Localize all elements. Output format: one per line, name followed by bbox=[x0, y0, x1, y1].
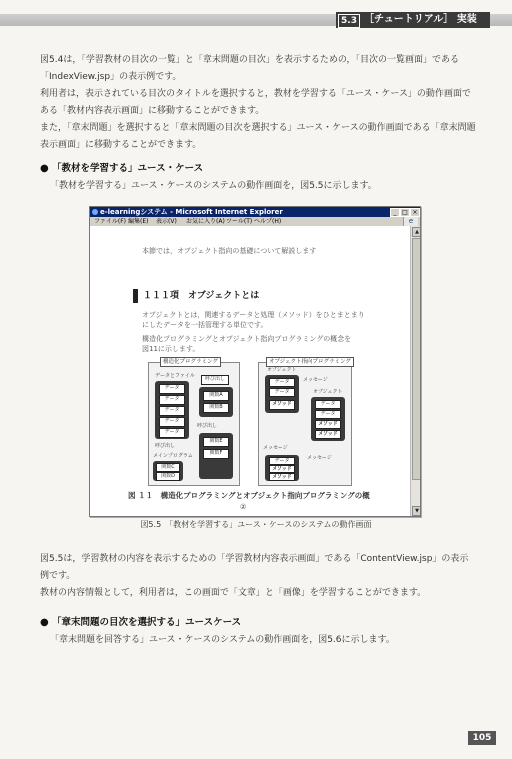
data-cell: データ bbox=[159, 417, 185, 427]
content-section-heading: １１１項 オブジェクトとは bbox=[143, 291, 260, 301]
method-cell: メソッド bbox=[269, 400, 295, 410]
intro-paragraph-2: 利用者は，表示されている目次のタイトルを選択すると，教材を学習する「ユース・ケース」の動作画面である「教材内容表示画面」に移動することができます。 bbox=[40, 89, 471, 116]
main-program-label: メインプログラム bbox=[153, 453, 193, 459]
menu-edit[interactable]: 編集(E) bbox=[128, 218, 149, 225]
call-cell: 呼び出し bbox=[201, 375, 229, 385]
data-cell: データ bbox=[159, 406, 185, 416]
inner-figure-caption: 図 １１ 構造化プログラミングとオブジェクト指向プログラミングの概 bbox=[128, 491, 370, 500]
function-cell: 関数A bbox=[203, 391, 229, 401]
object-box-1 bbox=[265, 375, 299, 413]
menu-view[interactable]: 表示(V) bbox=[156, 218, 177, 225]
data-cell: データ bbox=[159, 395, 185, 405]
section2-text: 「章末問題を回答する」ユース・ケースのシステムの動作画面を，図5.6に示します。 bbox=[50, 635, 395, 645]
data-cell: データ bbox=[159, 384, 185, 394]
bullet-icon: ● bbox=[40, 163, 49, 174]
close-button[interactable]: × bbox=[410, 208, 420, 217]
page-number: 105 bbox=[468, 731, 496, 745]
method-cell: メソッド bbox=[269, 473, 295, 481]
browser-title: e-learningシステム - Microsoft Internet Explorer bbox=[100, 208, 283, 216]
message-label-2: メッセージ bbox=[263, 445, 288, 451]
intro-paragraph-3: また，「章末問題」を選択すると「章末問題の目次を選択する」ユース・ケースの動作画面である「章末問題表示画面」に移動することができます。 bbox=[40, 123, 476, 150]
minimize-button[interactable]: _ bbox=[390, 208, 400, 217]
ie-logo-icon: e bbox=[403, 217, 418, 226]
data-cell: データ bbox=[315, 400, 341, 409]
content-body-line-1: オブジェクトとは，関連するデータと処理（メソッド）をひとまとまり bbox=[142, 311, 365, 319]
data-cell: データ bbox=[159, 428, 185, 438]
method-cell: メソッド bbox=[269, 465, 295, 473]
heading-bar bbox=[133, 289, 138, 303]
oop-label: オブジェクト指向プログラミング bbox=[266, 357, 354, 367]
section-number: 5.3 bbox=[338, 14, 360, 28]
scroll-down-icon[interactable]: ▼ bbox=[412, 506, 421, 516]
oop-diagram bbox=[258, 362, 352, 486]
menu-file[interactable]: ファイル(F) bbox=[94, 218, 127, 225]
browser-content bbox=[90, 226, 410, 516]
scroll-thumb[interactable] bbox=[412, 238, 421, 480]
data-cell: データ bbox=[269, 457, 295, 465]
method-cell: メソッド bbox=[315, 430, 341, 439]
function-group-box-2 bbox=[199, 433, 233, 479]
browser-screenshot bbox=[89, 206, 421, 517]
function-cell: 関数B bbox=[203, 403, 229, 413]
browser-titlebar bbox=[90, 207, 420, 217]
data-group-box bbox=[155, 381, 189, 439]
data-cell: データ bbox=[269, 378, 295, 387]
figure-caption: 図5.5 「教材を学習する」ユース・ケースのシステムの動作画面 bbox=[140, 520, 372, 529]
data-cell: データ bbox=[269, 388, 295, 397]
data-cell: データ bbox=[315, 410, 341, 419]
function-cell: 関数C bbox=[156, 463, 180, 472]
function-group-box bbox=[199, 387, 233, 417]
function-cell: 関数F bbox=[203, 449, 229, 459]
object-label-2: オブジェクト bbox=[313, 389, 343, 395]
scroll-up-icon[interactable]: ▲ bbox=[412, 227, 421, 237]
after-paragraph-2: 教材の内容情報として，利用者は，この画面で「文章」と「画像」を学習することができます。 bbox=[40, 588, 427, 598]
object-box-2 bbox=[311, 397, 345, 441]
intro-paragraph-1: 図5.4は，「学習教材の目次の一覧」と「章末問題の目次」を表示するための，「目次の一覧画面」である「IndexView.jsp」の表示例です。 bbox=[40, 55, 459, 82]
object-box-3 bbox=[265, 455, 299, 481]
after-paragraph-1: 図5.5は，学習教材の内容を表示するための「学習教材内容表示画面」である「ContentView.jsp」の表示例です。 bbox=[40, 554, 469, 581]
content-body-line-4: 図11に示します。 bbox=[142, 345, 200, 353]
diagram-left-note-3: 呼び出し bbox=[197, 423, 218, 429]
content-body-line-2: にしたデータを一括管理する単位です。 bbox=[142, 321, 268, 329]
content-intro-line: 本節では，オブジェクト指向の基礎について解説します bbox=[142, 247, 317, 255]
function-cell: 関数D bbox=[156, 472, 180, 481]
menu-help[interactable]: ヘルプ(H) bbox=[254, 218, 282, 225]
object-label: オブジェクト bbox=[267, 367, 297, 373]
section2-heading bbox=[40, 616, 241, 630]
menu-tools[interactable]: ツール(T) bbox=[226, 218, 253, 225]
message-label-3: メッセージ bbox=[307, 455, 332, 461]
message-label: メッセージ bbox=[303, 377, 328, 383]
maximize-button[interactable]: □ bbox=[400, 208, 410, 217]
diagram-left-note-2: 呼び出し bbox=[155, 443, 176, 449]
menu-favorites[interactable]: お気に入り(A) bbox=[186, 218, 225, 225]
vertical-scrollbar[interactable] bbox=[410, 226, 421, 516]
main-program-box bbox=[153, 461, 183, 481]
content-body-line-3: 構造化プログラミングとオブジェクト指向プログラミングの概念を bbox=[142, 335, 352, 343]
function-cell: 関数E bbox=[203, 437, 229, 447]
section2-heading-text: 「章末問題の目次を選択する」ユースケース bbox=[52, 617, 242, 628]
section1-heading-text: 「教材を学習する」ユース・ケース bbox=[52, 163, 204, 174]
structured-programming-diagram bbox=[148, 362, 240, 486]
diagram-left-note-1: データとファイル bbox=[155, 373, 195, 379]
inner-figure-page: ② bbox=[240, 503, 247, 511]
bullet-icon: ● bbox=[40, 617, 49, 628]
section-title: ［チュートリアル］ 実装 bbox=[364, 14, 477, 25]
structured-programming-label: 構造化プログラミング bbox=[160, 357, 221, 367]
section1-text: 「教材を学習する」ユース・ケースのシステムの動作画面を，図5.5に示します。 bbox=[50, 181, 377, 191]
method-cell: メソッド bbox=[315, 420, 341, 429]
ie-icon bbox=[92, 209, 98, 215]
browser-menubar bbox=[90, 217, 420, 226]
section1-heading bbox=[40, 162, 203, 176]
